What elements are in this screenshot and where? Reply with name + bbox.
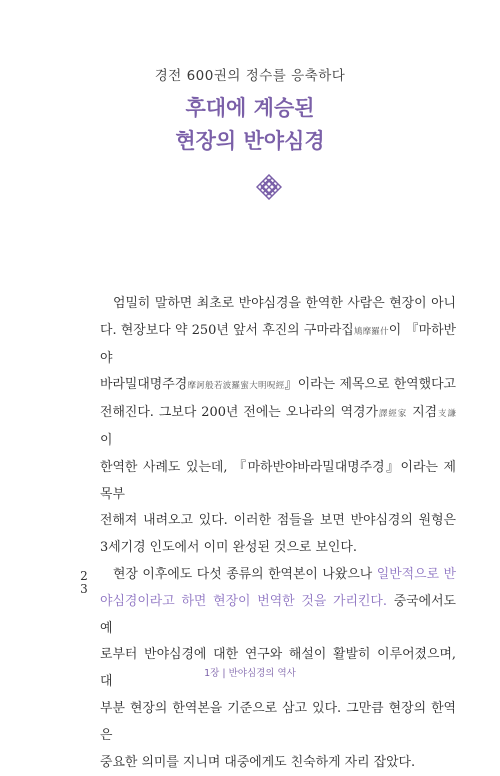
- text-line: 엄밀히 말하면 최초로 반야심경을 한역한 사람은 현장이 아니: [113, 296, 456, 311]
- highlighted-text: 일반적으로 반: [376, 566, 457, 582]
- text-line: 야심경이라고 하면 현장이 번역한 것을 가리킨다. 중국에서도 예: [100, 593, 456, 636]
- chapter-title-line-2: 현장의 반야심경: [175, 129, 325, 153]
- chapter-title-line-1: 후대에 계승된: [185, 96, 315, 120]
- text-line: 3세기경 인도에서 이미 완성된 것으로 보인다.: [100, 540, 357, 556]
- highlighted-text: 야심경이라고 하면 현장이 번역한 것을 가리킨다.: [100, 593, 387, 609]
- text-line: 부분 현장의 한역본을 기준으로 삼고 있다. 그만큼 현장의 한역은: [100, 700, 456, 743]
- endless-knot-icon: [256, 174, 282, 200]
- text-line: 전해진다. 그보다 200년 전에는 오나라의 역경가譯經家 지겸支謙이: [100, 405, 456, 448]
- page-number: 2 3: [80, 569, 88, 596]
- text-line: 다. 현장보다 약 250년 앞서 후진의 구마라집鳩摩羅什이 『마하반야: [100, 322, 456, 366]
- text-line: 로부터 반야심경에 대한 연구와 해설이 활발히 이루어졌으며, 대: [100, 647, 456, 690]
- text-line: 전해져 내려오고 있다. 이러한 점들을 보면 반야심경의 원형은: [100, 513, 456, 529]
- section-kicker: 경전 600권의 정수를 응축하다: [154, 68, 346, 84]
- body-text: [100, 291, 456, 776]
- text-line: 중요한 의미를 지니며 대중에게도 친숙하게 자리 잡았다.: [100, 754, 416, 770]
- paragraph-1: [100, 291, 456, 562]
- running-footer: 1장 | 반야심경의 역사: [204, 668, 296, 679]
- text-line: 바라밀대명주경摩訶般若波羅蜜大明呪經』이라는 제목으로 한역했다고: [100, 377, 456, 393]
- text-line: 한역한 사례도 있는데, 『마하반야바라밀대명주경』이라는 제목부: [100, 459, 456, 502]
- chapter-title: [0, 92, 500, 158]
- text-line: 현장 이후에도 다섯 종류의 한역본이 나왔으나 일반적으로 반: [113, 566, 457, 582]
